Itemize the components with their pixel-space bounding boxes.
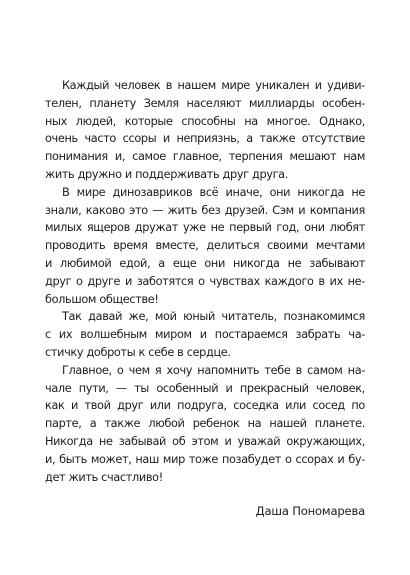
text-line: проводить время вместе, делиться своими мечтами — [45, 239, 365, 253]
text-line: жить дружно и поддерживать друг друга. — [45, 167, 288, 181]
text-line: Так давай же, мой юный читатель, познакомимся — [62, 310, 365, 324]
paragraph-1 — [45, 77, 365, 184]
text-line: стичку доброты к себе в сердце. — [45, 345, 231, 359]
author-signature: Даша Пономарева — [255, 504, 365, 518]
text-line: телен, планету Земля населяют миллиарды особен- — [45, 96, 365, 110]
text-line: и, быть может, наш мир тоже позабудет о ссорах и бу- — [45, 452, 365, 466]
text-line: как и твой друг или подруга, соседка или сосед по — [45, 399, 365, 413]
body-text — [45, 77, 365, 486]
text-line: с их волшебным миром и постараемся забрать ча- — [45, 328, 365, 342]
paragraph-4 — [45, 362, 365, 487]
text-line: милых ящеров дружат уже не первый год, они любят — [45, 221, 365, 235]
text-line: и любимой едой, а еще они никогда не забывают — [45, 256, 365, 270]
text-line: парте, а также любой ребенок на нашей планете. — [45, 417, 365, 431]
text-line: В мире динозавриков всё иначе, они никогда не — [62, 185, 365, 199]
text-line: друг о друге и заботятся о чувствах каждого в их не- — [45, 274, 365, 288]
text-line: знали, каково это — жить без друзей. Сэм и компания — [45, 203, 365, 217]
text-line: понимания и, самое главное, терпения мешают нам — [45, 150, 365, 164]
text-line: дет жить счастливо! — [45, 470, 163, 484]
text-line: Каждый человек в нашем мире уникален и удиви- — [62, 79, 365, 92]
text-line: ных людей, которые способны на многое. Однако, — [45, 114, 365, 128]
text-line: Главное, о чем я хочу напомнить тебе в самом на- — [62, 363, 365, 377]
paragraph-2 — [45, 184, 365, 309]
text-line: большом обществе! — [45, 292, 159, 306]
text-line: Никогда не забывай об этом и уважай окружающих, — [45, 434, 365, 448]
paragraph-3 — [45, 308, 365, 361]
text-line: очень часто ссоры и неприязнь, а также отсутствие — [45, 132, 365, 146]
text-line: чале пути, — ты особенный и прекрасный человек, — [45, 381, 365, 395]
